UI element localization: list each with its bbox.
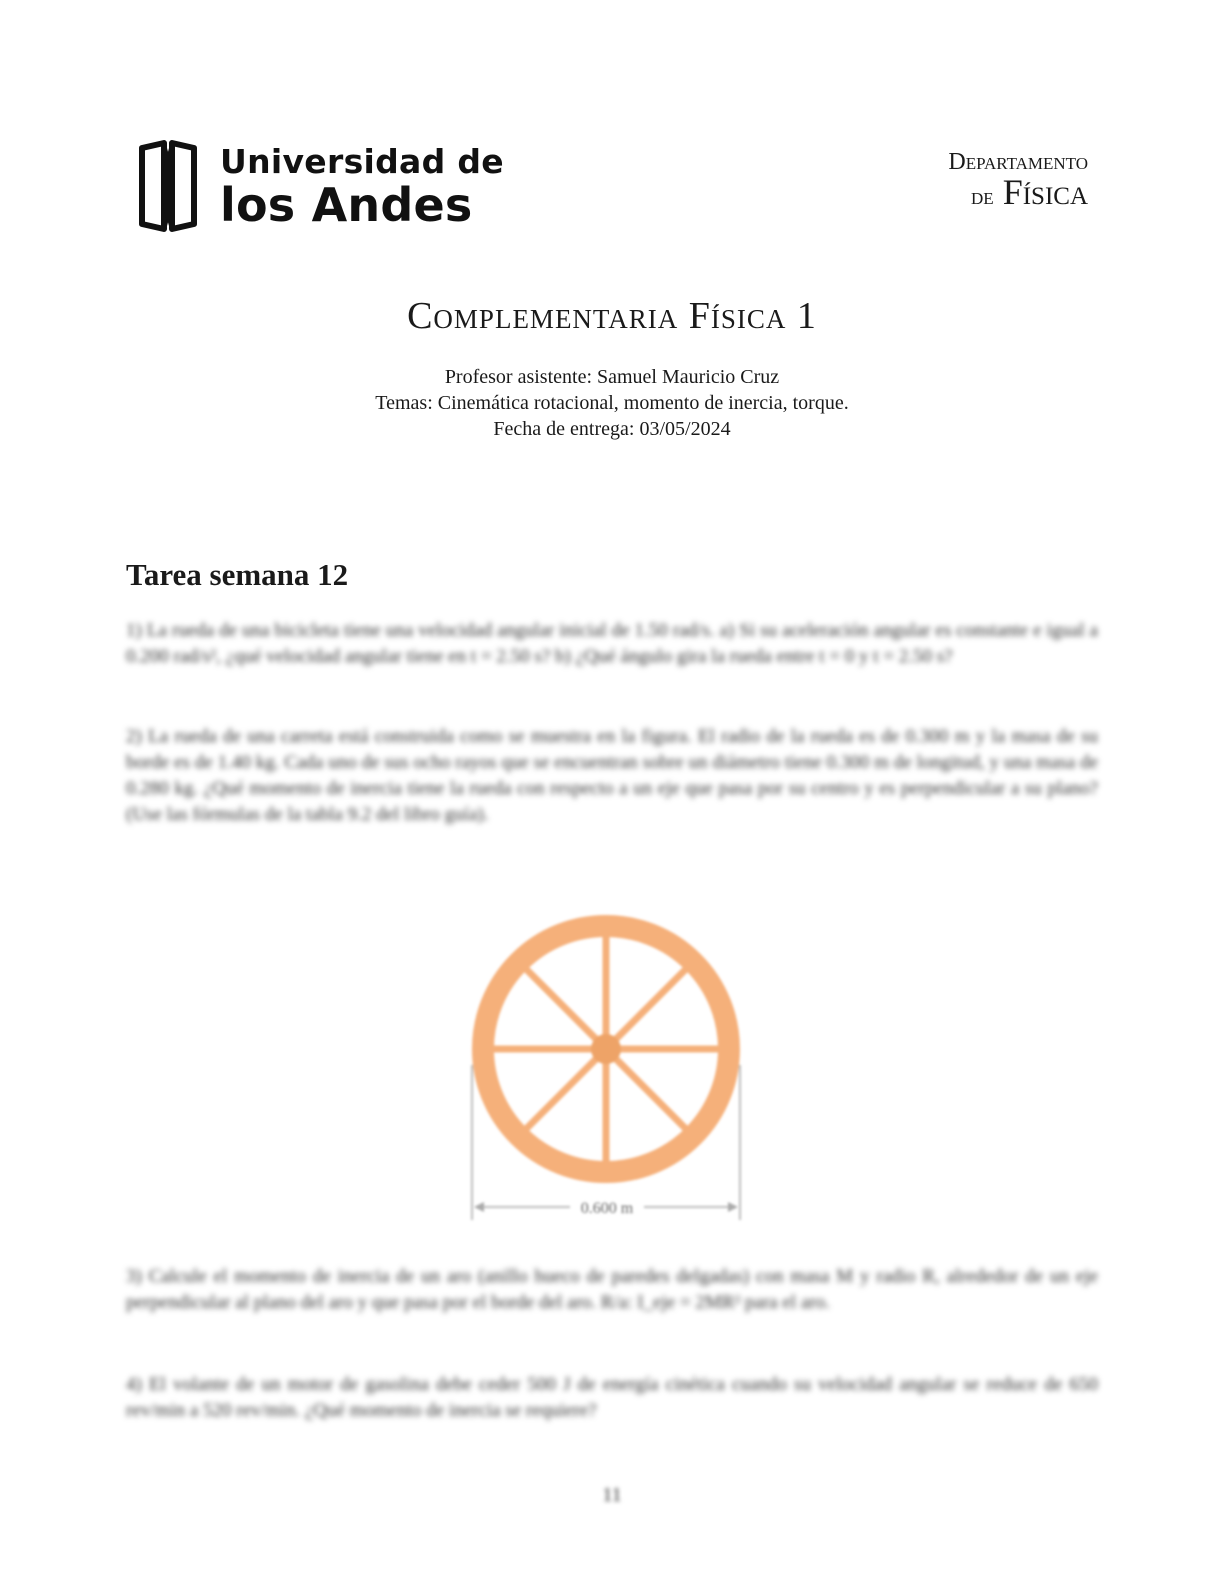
right-arrow-icon: [728, 1202, 738, 1212]
university-logo: [130, 138, 504, 234]
department-fisica: Física: [1002, 172, 1088, 212]
andes-emblem-icon: [130, 138, 206, 234]
department-line1: Departamento: [948, 149, 1088, 175]
problem-1: 1) La rueda de una bicicleta tiene una velocidad angular inicial de 1.50 rad/s. a) Si su aceleración angular es constante e igual a 0.200 rad/s², ¿qué velocidad angular tiene en t = 2.50 s? b) ¿Qué ángulo gira la rueda entre t = 0 y t = 2.50 s?: [126, 620, 1098, 667]
university-name-line2: los Andes: [220, 177, 473, 232]
department-line2: [948, 174, 1088, 210]
wheel-spoke: [523, 966, 606, 1049]
wheel-spoke: [606, 1049, 689, 1132]
document-meta: [0, 364, 1224, 442]
page-number: 11: [602, 1484, 622, 1506]
department-name: [948, 150, 1088, 210]
fecha-line: Fecha de entrega: 03/05/2024: [493, 418, 731, 440]
left-arrow-icon: [474, 1202, 484, 1212]
department-de: de: [971, 184, 994, 210]
problem-2: 2) La rueda de una carreta está construida como se muestra en la figura. El radio de la rueda es de 0.300 m y la masa de su borde es de 1.40 kg. Cada uno de sus ocho rayos que se encuentran sobre un diámetro tiene 0.300 m de longitud, y una masa de 0.280 kg. ¿Qué momento de inercia tiene la rueda con respecto a un eje que pasa por su centro y es perpendicular a su plano? (Use las fórmulas de la tabla 9.2 del libro guía).: [126, 726, 1098, 825]
wheel-spoke: [606, 966, 689, 1049]
profesor-line: Profesor asistente: Samuel Mauricio Cruz: [444, 366, 780, 388]
wheel-spoke: [523, 1049, 606, 1132]
university-name-line1: Universidad de: [220, 141, 504, 181]
document-title: Complementaria Física 1: [407, 295, 817, 337]
problem-3: 3) Calcule el momento de inercia de un aro (anillo hueco de paredes delgadas) con masa M y radio R, alrededor de un eje perpendicular al plano del aro y que pasa por el borde del aro. R/a: I_eje = 2MR² para el aro.: [126, 1266, 1098, 1313]
problem-4: 4) El volante de un motor de gasolina debe ceder 500 J de energía cinética cuando su velocidad angular se reduce de 650 rev/min a 520 rev/min. ¿Qué momento de inercia se requiere?: [126, 1374, 1098, 1421]
section-title: Tarea semana 12: [126, 557, 349, 592]
temas-line: Temas: Cinemática rotacional, momento de inercia, torque.: [375, 392, 849, 414]
wheel-hub: [591, 1034, 621, 1064]
wagon-wheel-figure: [462, 905, 752, 1239]
dimension-label: 0.600 m: [580, 1200, 634, 1217]
